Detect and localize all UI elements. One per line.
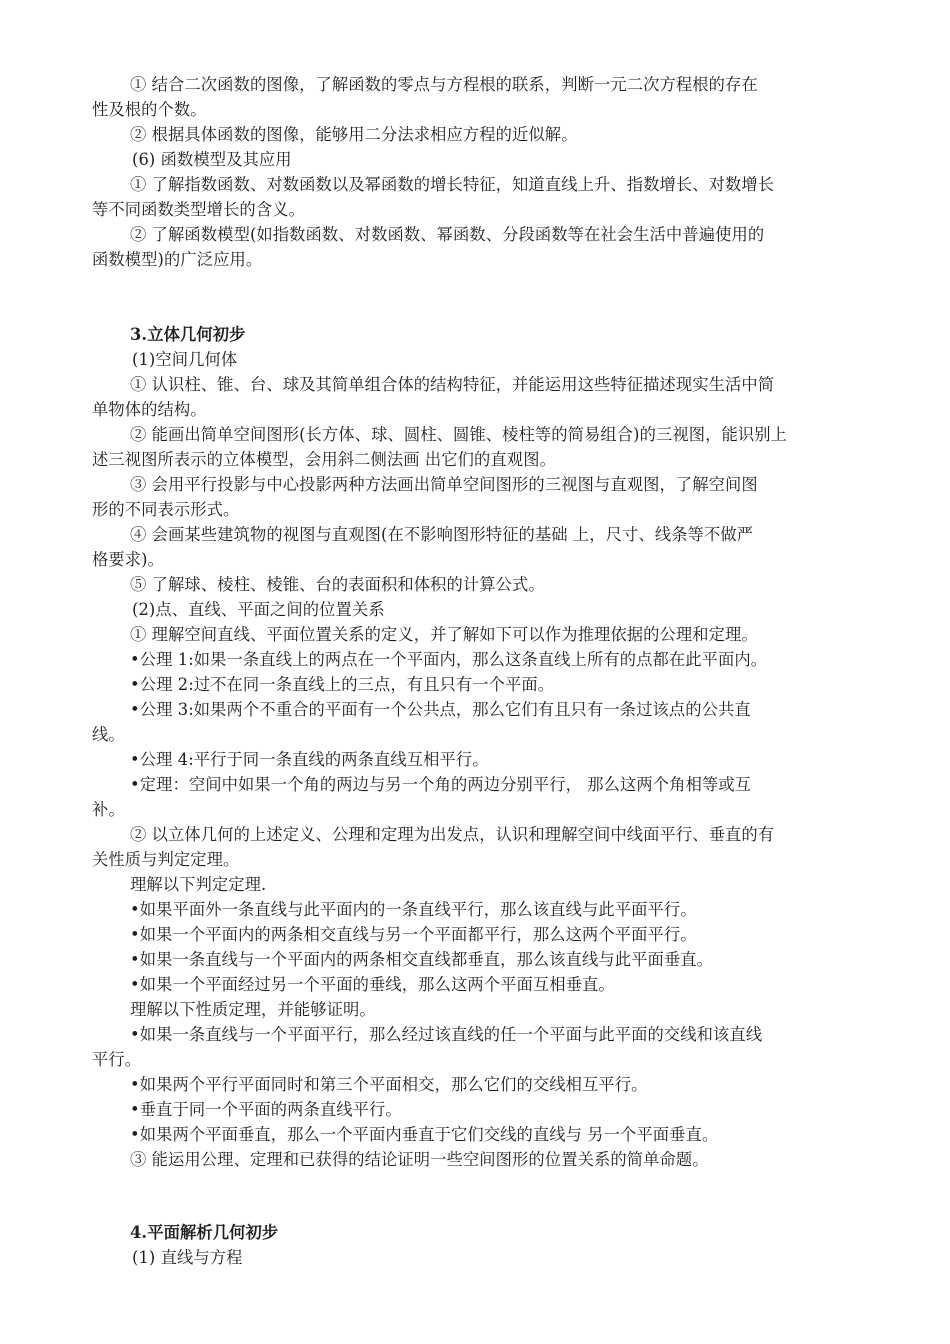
subsection-heading: (6) 函数模型及其应用	[132, 150, 292, 169]
paragraph-line: 单物体的结构。	[92, 400, 207, 419]
list-item: •公理 4:平行于同一条直线的两条直线互相平行。	[130, 750, 489, 769]
paragraph-line: ① 结合二次函数的图像，了解函数的零点与方程根的联系，判断一元二次方程根的存在	[130, 75, 758, 94]
paragraph-line: ④ 会画某些建筑物的视图与直观图(在不影响图形特征的基础 上，尺寸、线条等不做严	[130, 525, 754, 544]
list-item: •如果一条直线与一个平面内的两条相交直线都垂直，那么该直线与此平面垂直。	[130, 950, 714, 969]
subsection-heading: (1) 直线与方程	[132, 1248, 243, 1267]
paragraph-line: 理解以下性质定理，并能够证明。	[130, 1000, 376, 1019]
paragraph-line: ② 了解函数模型(如指数函数、对数函数、幂函数、分段函数等在社会生活中普遍使用的	[130, 225, 765, 244]
list-item: •定理：空间中如果一个角的两边与另一个角的两边分别平行， 那么这两个角相等或互	[130, 775, 752, 794]
section-title: 4.平面解析几何初步	[130, 1223, 279, 1242]
paragraph-line: 述三视图所表示的立体模型，会用斜二侧法画 出它们的直观图。	[92, 450, 556, 469]
list-item-continuation: 线。	[92, 725, 125, 744]
list-item: •垂直于同一个平面的两条直线平行。	[130, 1100, 402, 1119]
section-gap	[92, 1172, 862, 1220]
paragraph-line: ③ 会用平行投影与中心投影两种方法画出简单空间图形的三视图与直观图，了解空间图	[130, 475, 758, 494]
list-item: •如果两个平行平面同时和第三个平面相交，那么它们的交线相互平行。	[130, 1075, 648, 1094]
section-gap	[92, 272, 862, 322]
list-item-continuation: 平行。	[92, 1050, 142, 1069]
list-item: •公理 2:过不在同一条直线上的三点，有且只有一个平面。	[130, 675, 555, 694]
paragraph-line: 形的不同表示形式。	[92, 500, 240, 519]
paragraph-line: ⑤ 了解球、棱柱、棱锥、台的表面积和体积的计算公式。	[130, 575, 545, 594]
subsection-heading: (1)空间几何体	[132, 350, 238, 369]
paragraph-line: 性及根的个数。	[92, 100, 207, 119]
paragraph-line: ② 以立体几何的上述定义、公理和定理为出发点，认识和理解空间中线面平行、垂直的有	[130, 825, 775, 844]
paragraph-line: 等不同函数类型增长的含义。	[92, 200, 305, 219]
paragraph-line: 关性质与判定定理。	[92, 850, 240, 869]
paragraph-line: 格要求)。	[92, 550, 164, 569]
paragraph-line: 函数模型)的广泛应用。	[92, 250, 263, 269]
subsection-heading: (2)点、直线、平面之间的位置关系	[132, 600, 385, 619]
list-item: •如果两个平面垂直，那么一个平面内垂直于它们交线的直线与 另一个平面垂直。	[130, 1125, 719, 1144]
list-item: •如果一条直线与一个平面平行，那么经过该直线的任一个平面与此平面的交线和该直线	[130, 1025, 763, 1044]
section-title: 3.立体几何初步	[130, 325, 246, 344]
list-item-continuation: 补。	[92, 800, 125, 819]
paragraph-line: ① 认识柱、锥、台、球及其简单组合体的结构特征，并能运用这些特征描述现实生活中简	[130, 375, 775, 394]
paragraph-line: ② 根据具体函数的图像，能够用二分法求相应方程的近似解。	[130, 125, 578, 144]
list-item: •公理 3:如果两个不重合的平面有一个公共点，那么它们有且只有一条过该点的公共直	[130, 700, 751, 719]
paragraph-line: ③ 能运用公理、定理和已获得的结论证明一些空间图形的位置关系的简单命题。	[130, 1150, 709, 1169]
document-page	[92, 72, 862, 1270]
list-item: •公理 1:如果一条直线上的两点在一个平面内，那么这条直线上所有的点都在此平面内。	[130, 650, 768, 669]
paragraph-line: ① 理解空间直线、平面位置关系的定义，并了解如下可以作为推理依据的公理和定理。	[130, 625, 758, 644]
list-item: •如果平面外一条直线与此平面内的一条直线平行，那么该直线与此平面平行。	[130, 900, 697, 919]
paragraph-line: 理解以下判定定理.	[130, 875, 267, 894]
paragraph-line: ① 了解指数函数、对数函数以及幂函数的增长特征，知道直线上升、指数增长、对数增长	[130, 175, 775, 194]
list-item: •如果一个平面内的两条相交直线与另一个平面都平行，那么这两个平面平行。	[130, 925, 697, 944]
list-item: •如果一个平面经过另一个平面的垂线，那么这两个平面互相垂直。	[130, 975, 615, 994]
paragraph-line: ② 能画出简单空间图形(长方体、球、圆柱、圆锥、棱柱等的简易组合)的三视图，能识别上	[130, 425, 788, 444]
